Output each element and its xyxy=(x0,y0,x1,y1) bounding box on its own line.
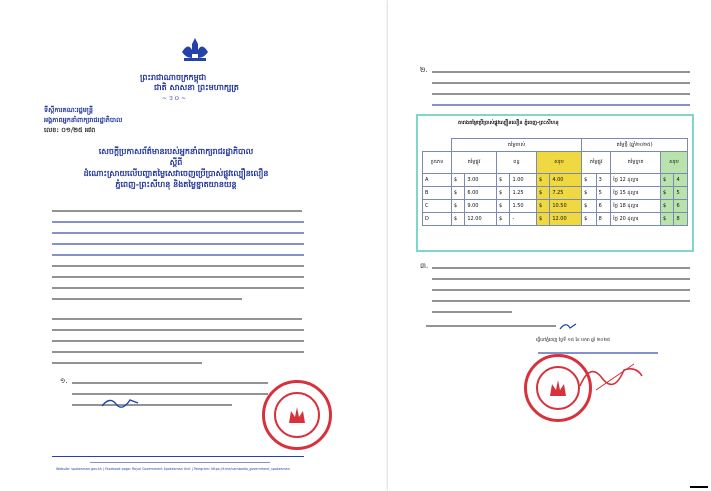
col-header: ប្រភេទ xyxy=(423,152,452,174)
column-group-old: តម្លៃចាស់ xyxy=(451,139,581,152)
col-header: ពន្ធ xyxy=(497,152,537,174)
motto-heading: ជាតិ សាសនា ព្រះមហាក្សត្រ xyxy=(154,83,239,92)
document-page-1 xyxy=(0,0,352,491)
document-page-2 xyxy=(388,0,711,491)
table-row: D $ 12.00 $ - $ 12.00 $ 8 ថ្លៃ 20 ដុល្លារ $ 8 xyxy=(423,213,688,226)
table-row: A $ 3.00 $ 1.00 $ 4.00 $ 3 ថ្លៃ 12 ដុល្លារ $ 4 xyxy=(423,174,688,187)
tariff-table xyxy=(422,138,688,226)
title-line-1: សេចក្តីប្រកាសព័ត៌មានរបស់អ្នកនាំពាក្យរាជរដ្ឋាភិបាល xyxy=(98,147,254,156)
kingdom-heading: ព្រះរាជាណាចក្រកម្ពុជា xyxy=(140,73,207,82)
signature-image xyxy=(100,394,140,410)
title-line-4: ភ្នំពេញ-ព្រះសីហនុ និងតម្លៃខ្នាតយានយន្ត xyxy=(115,180,237,189)
table-row: C $ 9.00 $ 1.50 $ 10.50 $ 6 ថ្លៃ 18 ដុល្លារ $ 6 xyxy=(423,200,688,213)
initial-mark-image xyxy=(558,320,578,332)
closing-line xyxy=(426,325,556,327)
page-gutter xyxy=(352,0,388,491)
official-seal xyxy=(262,380,332,450)
col-header: សរុប xyxy=(536,152,581,174)
signature-image xyxy=(576,356,646,396)
footer-line xyxy=(90,462,270,463)
footer-rule xyxy=(52,456,304,457)
title-line-3: ដំណោះស្រាយលើបញ្ហាតម្លៃសេវាចេញប្រើប្រាស់ផ្លូវល្បឿនលឿន xyxy=(83,169,269,178)
table-row: B $ 6.00 $ 1.25 $ 7.25 $ 5 ថ្លៃ 15 ដុល្លារ $ 5 xyxy=(423,187,688,200)
ministry-label: ទីស្តីការគណៈរដ្ឋមន្ត្រី xyxy=(44,106,93,114)
table-header-row xyxy=(423,152,688,174)
col-header: តម្លៃខ្នាត xyxy=(611,152,661,174)
table-header-group xyxy=(423,139,688,152)
col-header: តម្លៃផ្លូវ xyxy=(451,152,496,174)
reference-number: លេខ: ០១/២៥ អវព xyxy=(44,126,96,134)
col-header: តម្លៃផ្លូវ xyxy=(582,152,611,174)
column-group-new: តម្លៃថ្មី (ឆ្នាំ២០២៥) xyxy=(582,139,688,152)
footer-links: Website: spokesman.gov.kh | Facebook page: Royal Government Spokesman Unit | Telegram: https://t.me/cambodia_government_spokesman xyxy=(56,467,290,471)
tariff-table-title: តារាងតម្លៃប្រើប្រាស់ផ្លូវល្បឿនលឿន ភ្នំពេញ-ព្រះសីហនុ xyxy=(458,120,559,126)
item-3-number: ៣. xyxy=(420,262,429,270)
page-number-bar xyxy=(690,486,708,488)
royal-emblem-icon xyxy=(178,36,212,64)
motto-ornament: ~ ៗ ០ ~ xyxy=(162,95,186,102)
title-line-2: ស្តីពី xyxy=(169,158,183,167)
tariff-table-box xyxy=(416,114,694,252)
col-header: សរុប xyxy=(661,152,688,174)
item-2-number: ២. xyxy=(420,66,428,74)
office-label: អង្គភាពអ្នកនាំពាក្យរាជរដ្ឋាភិបាល xyxy=(44,116,123,124)
date-line: ធ្វើនៅភ្នំពេញ ថ្ងៃទី ១៥ ខែ មករា ឆ្នាំ ២០២៥ xyxy=(536,338,611,343)
list-item-number: ១. xyxy=(60,377,68,385)
